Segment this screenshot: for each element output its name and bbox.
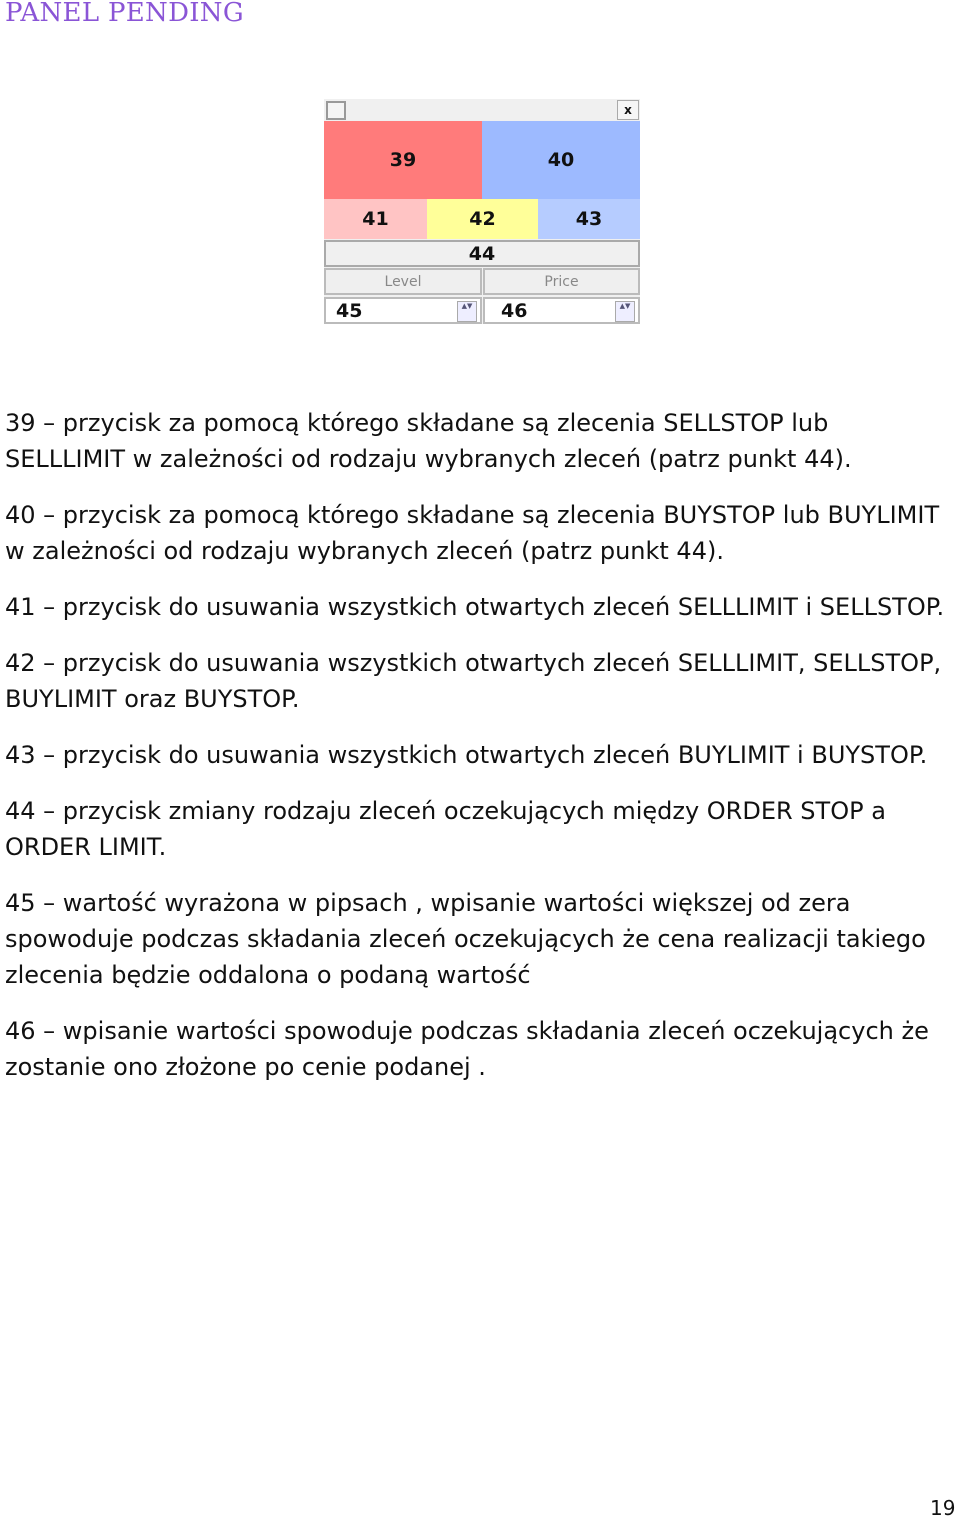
price-value: 46 bbox=[501, 299, 528, 322]
level-input[interactable] bbox=[324, 297, 482, 324]
paragraph: 46 – wpisanie wartości spowoduje podczas składania zleceń oczekujących że zostanie ono złożone po cenie podanej . bbox=[5, 1017, 929, 1081]
page-number: 19 bbox=[930, 1496, 956, 1520]
paragraph: 45 – wartość wyrażona w pipsach , wpisanie wartości większej od zera spowoduje podczas składania zleceń oczekujących że cena realizacji takiego zlecenia będzie oddalona o podaną wartość bbox=[5, 889, 926, 989]
description-text bbox=[5, 405, 955, 1105]
paragraph: 39 – przycisk za pomocą którego składane są zlecenia SELLSTOP lub SELLLIMIT w zależności od rodzaju wybranych zleceń (patrz punkt 44). bbox=[5, 409, 852, 473]
level-label: Level bbox=[324, 268, 482, 295]
paragraph: 43 – przycisk do usuwania wszystkich otwartych zleceń BUYLIMIT i BUYSTOP. bbox=[5, 741, 928, 769]
price-input[interactable] bbox=[483, 297, 640, 324]
paragraph: 41 – przycisk do usuwania wszystkich otwartych zleceń SELLLIMIT i SELLSTOP. bbox=[5, 593, 945, 621]
buy-button[interactable]: 40 bbox=[482, 121, 640, 199]
level-spinner-icon[interactable]: ▲▼ bbox=[457, 301, 477, 322]
paragraph: 44 – przycisk zmiany rodzaju zleceń oczekujących między ORDER STOP a ORDER LIMIT. bbox=[5, 797, 886, 861]
delete-buy-orders-button[interactable]: 43 bbox=[538, 199, 640, 239]
pending-panel bbox=[324, 99, 640, 324]
close-button[interactable]: x bbox=[617, 100, 639, 120]
level-value: 45 bbox=[336, 299, 363, 322]
sell-button[interactable]: 39 bbox=[324, 121, 482, 199]
price-label: Price bbox=[483, 268, 640, 295]
paragraph: 42 – przycisk do usuwania wszystkich otwartych zleceń SELLLIMIT, SELLSTOP, BUYLIMIT oraz BUYSTOP. bbox=[5, 649, 942, 713]
page-title: PANEL PENDING bbox=[5, 0, 244, 28]
order-type-toggle-button[interactable]: 44 bbox=[324, 240, 640, 267]
delete-sell-orders-button[interactable]: 41 bbox=[324, 199, 427, 239]
delete-all-orders-button[interactable]: 42 bbox=[427, 199, 538, 239]
minimize-checkbox[interactable] bbox=[326, 101, 346, 120]
paragraph: 40 – przycisk za pomocą którego składane są zlecenia BUYSTOP lub BUYLIMIT w zależności od rodzaju wybranych zleceń (patrz punkt 44). bbox=[5, 501, 940, 565]
price-spinner-icon[interactable]: ▲▼ bbox=[615, 301, 635, 322]
